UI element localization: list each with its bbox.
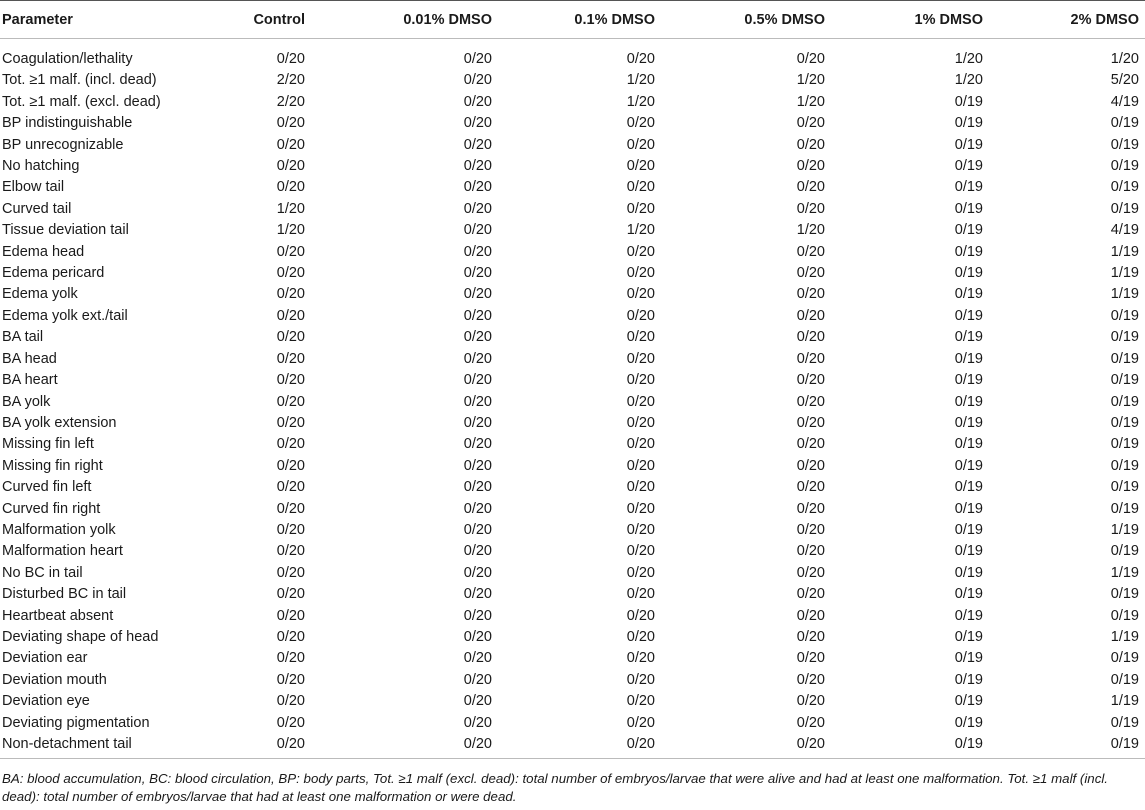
value-cell: 0/20 [626,414,655,431]
parameter-cell: Elbow tail [2,179,65,196]
value-cell: 0/20 [276,714,305,731]
value-cell: 0/20 [276,436,305,453]
value-cell: 0/20 [276,286,305,303]
value-cell: 0/20 [463,372,492,389]
value-cell: 0/20 [276,586,305,603]
value-cell: 0/20 [276,307,305,324]
value-cell: 0/20 [463,329,492,346]
header-dmso-2: 2% DMSO [989,1,1145,39]
value-cell: 0/19 [1110,414,1139,431]
value-cell: 2/20 [276,72,305,89]
table-row [0,392,1145,413]
value-cell: 0/20 [626,436,655,453]
value-cell: 0/19 [1110,200,1139,217]
value-cell: 0/19 [954,457,983,474]
value-cell: 0/19 [1110,307,1139,324]
value-cell: 1/19 [1110,693,1139,710]
value-cell: 1/20 [796,222,825,239]
parameter-cell: Missing fin right [2,457,103,474]
parameter-cell: Tot. ≥1 malf. (incl. dead) [2,72,157,89]
value-cell: 0/19 [954,222,983,239]
header-dmso-0-5: 0.5% DMSO [661,1,831,39]
value-cell: 0/20 [796,436,825,453]
value-cell: 1/20 [954,72,983,89]
value-cell: 0/20 [463,136,492,153]
parameter-cell: BA head [2,350,57,367]
value-cell: 0/20 [276,521,305,538]
parameter-cell: Edema head [2,243,85,260]
value-cell: 0/20 [463,243,492,260]
table-row [0,499,1145,520]
parameter-cell: Edema yolk ext./tail [2,307,128,324]
value-cell: 1/19 [1110,521,1139,538]
value-cell: 0/20 [463,521,492,538]
table-row [0,520,1145,541]
value-cell: 0/20 [463,500,492,517]
value-cell: 0/20 [796,136,825,153]
value-cell: 0/20 [626,51,655,67]
value-cell: 0/19 [1110,457,1139,474]
header-parameter: Parameter [0,1,245,39]
value-cell: 0/20 [463,693,492,710]
value-cell: 0/20 [626,607,655,624]
value-cell: 0/20 [796,714,825,731]
value-cell: 0/20 [626,307,655,324]
value-cell: 0/20 [796,200,825,217]
value-cell: 0/19 [1110,586,1139,603]
table-row [0,434,1145,455]
value-cell: 0/19 [954,200,983,217]
table-row [0,648,1145,669]
parameter-cell: Deviation ear [2,650,88,667]
value-cell: 0/20 [796,414,825,431]
value-cell: 0/20 [276,158,305,175]
value-cell: 1/20 [276,200,305,217]
value-cell: 0/20 [463,72,492,89]
value-cell: 0/20 [796,243,825,260]
value-cell: 1/19 [1110,286,1139,303]
value-cell: 0/20 [626,350,655,367]
value-cell: 0/19 [954,671,983,688]
value-cell: 0/20 [796,115,825,132]
parameter-cell: Deviating pigmentation [2,714,150,731]
value-cell: 0/20 [626,372,655,389]
value-cell: 0/20 [796,543,825,560]
value-cell: 0/20 [463,650,492,667]
value-cell: 0/19 [831,734,989,759]
value-cell: 0/20 [796,586,825,603]
value-cell: 0/19 [954,115,983,132]
value-cell: 0/20 [626,586,655,603]
value-cell: 0/20 [276,329,305,346]
value-cell: 0/20 [463,479,492,496]
value-cell: 1/19 [1110,564,1139,581]
parameter-cell: Edema yolk [2,286,78,303]
parameter-cell: Heartbeat absent [2,607,114,624]
header-dmso-1: 1% DMSO [831,1,989,39]
value-cell: 0/20 [626,158,655,175]
value-cell: 0/20 [276,693,305,710]
parameter-cell: Deviating shape of head [2,628,159,645]
value-cell: 0/20 [463,93,492,110]
value-cell: 0/19 [1110,329,1139,346]
value-cell: 0/20 [276,372,305,389]
value-cell: 1/20 [626,222,655,239]
table-body [0,39,1145,759]
value-cell: 4/19 [1110,93,1139,110]
parameter-cell: BP unrecognizable [2,136,124,153]
table-row [0,456,1145,477]
value-cell: 2/20 [276,93,305,110]
value-cell: 0/20 [276,136,305,153]
table-row [0,606,1145,627]
parameter-cell: Missing fin left [2,436,94,453]
value-cell: 0/19 [954,136,983,153]
value-cell: 0/20 [463,350,492,367]
value-cell: 0/20 [796,479,825,496]
value-cell: 0/20 [626,200,655,217]
value-cell: 1/19 [1110,265,1139,282]
value-cell: 0/20 [276,650,305,667]
value-cell: 0/20 [796,500,825,517]
parameter-cell: Tissue deviation tail [2,222,129,239]
value-cell: 0/20 [626,393,655,410]
value-cell: 0/19 [1110,393,1139,410]
table-row [0,691,1145,712]
table-row [0,713,1145,734]
table-row [0,70,1145,91]
value-cell: 0/19 [1110,436,1139,453]
value-cell: 1/20 [626,93,655,110]
parameter-cell: Curved tail [2,200,72,217]
value-cell: 0/20 [463,586,492,603]
parameter-cell: Malformation yolk [2,521,116,538]
value-cell: 0/20 [276,350,305,367]
table-row [0,156,1145,177]
value-cell: 0/19 [1110,714,1139,731]
table-row [0,263,1145,284]
value-cell: 0/19 [954,479,983,496]
table-row [0,39,1145,71]
value-cell: 0/20 [305,734,498,759]
value-cell: 0/20 [796,693,825,710]
value-cell: 0/19 [954,436,983,453]
value-cell: 0/19 [954,500,983,517]
value-cell: 0/20 [796,607,825,624]
value-cell: 0/19 [954,564,983,581]
parameter-cell: BA yolk extension [2,414,117,431]
value-cell: 0/20 [661,734,831,759]
value-cell: 1/20 [276,222,305,239]
value-cell: 0/20 [626,500,655,517]
value-cell: 0/20 [626,265,655,282]
value-cell: 0/20 [796,521,825,538]
value-cell: 0/20 [463,307,492,324]
value-cell: 0/20 [276,479,305,496]
value-cell: 0/20 [276,179,305,196]
value-cell: 5/20 [1110,72,1139,89]
value-cell: 0/20 [276,671,305,688]
value-cell: 0/20 [796,372,825,389]
parameter-cell: Deviation eye [2,693,90,710]
value-cell: 0/20 [276,457,305,474]
value-cell: 0/19 [1110,158,1139,175]
header-control: Control [245,1,305,39]
value-cell: 0/19 [1110,136,1139,153]
value-cell: 0/20 [276,543,305,560]
value-cell: 0/20 [463,286,492,303]
table-row [0,284,1145,305]
table-row [0,563,1145,584]
value-cell: 0/20 [626,543,655,560]
value-cell: 0/20 [276,607,305,624]
table-row [0,135,1145,156]
value-cell: 1/20 [954,51,983,67]
value-cell: 0/19 [954,350,983,367]
value-cell: 4/19 [1110,222,1139,239]
value-cell: 0/19 [954,586,983,603]
value-cell: 0/20 [626,521,655,538]
value-cell: 0/20 [463,628,492,645]
value-cell: 0/19 [954,307,983,324]
value-cell: 0/19 [989,734,1145,759]
value-cell: 0/20 [463,179,492,196]
table-row [0,584,1145,605]
parameter-cell: Coagulation/lethality [2,51,133,67]
value-cell: 0/20 [796,628,825,645]
value-cell: 0/19 [954,265,983,282]
parameter-cell: Curved fin right [2,500,101,517]
value-cell: 0/19 [954,93,983,110]
table-row [0,627,1145,648]
value-cell: 0/20 [796,179,825,196]
header-dmso-0-1: 0.1% DMSO [498,1,661,39]
value-cell: 0/20 [626,628,655,645]
value-cell: 0/20 [463,200,492,217]
value-cell: 0/19 [1110,500,1139,517]
table-row [0,177,1145,198]
value-cell: 0/19 [954,650,983,667]
value-cell: 0/20 [276,115,305,132]
table-row [0,734,1145,759]
value-cell: 0/20 [463,265,492,282]
value-cell: 0/20 [626,457,655,474]
value-cell: 0/20 [498,734,661,759]
value-cell: 0/20 [276,500,305,517]
value-cell: 0/20 [796,564,825,581]
value-cell: 0/20 [463,51,492,67]
value-cell: 1/19 [1110,628,1139,645]
value-cell: 0/20 [463,714,492,731]
value-cell: 0/20 [796,393,825,410]
table-row [0,327,1145,348]
parameter-cell: Edema pericard [2,265,105,282]
value-cell: 0/20 [796,671,825,688]
parameter-cell: BA yolk [2,393,51,410]
value-cell: 0/19 [954,693,983,710]
table-row [0,541,1145,562]
value-cell: 0/20 [626,243,655,260]
value-cell: 0/20 [796,307,825,324]
value-cell: 0/20 [463,158,492,175]
value-cell: 0/20 [796,457,825,474]
parameter-cell: BA heart [2,372,58,389]
value-cell: 0/19 [1110,350,1139,367]
table-row [0,349,1145,370]
value-cell: 0/20 [463,457,492,474]
header-row [0,1,1145,39]
value-cell: 0/20 [796,329,825,346]
value-cell: 0/20 [626,671,655,688]
value-cell: 0/20 [626,564,655,581]
value-cell: 0/19 [954,521,983,538]
parameter-cell: Non-detachment tail [0,734,245,759]
value-cell: 0/20 [276,414,305,431]
value-cell: 0/20 [463,393,492,410]
value-cell: 0/20 [245,734,305,759]
value-cell: 0/20 [463,115,492,132]
value-cell: 0/19 [954,179,983,196]
value-cell: 0/20 [626,479,655,496]
value-cell: 0/20 [796,650,825,667]
value-cell: 0/19 [954,158,983,175]
value-cell: 0/20 [626,329,655,346]
value-cell: 0/20 [276,265,305,282]
value-cell: 0/20 [796,51,825,67]
value-cell: 0/20 [276,393,305,410]
parameter-cell: Tot. ≥1 malf. (excl. dead) [2,93,161,110]
value-cell: 0/19 [1110,479,1139,496]
value-cell: 1/20 [796,93,825,110]
parameter-cell: BA tail [2,329,44,346]
value-cell: 0/20 [463,222,492,239]
table-footnote: BA: blood accumulation, BC: blood circulation, BP: body parts, Tot. ≥1 malf (excl. dead): total number of embryos/larvae that were alive and had at least one malformation. Tot. ≥1 malf (incl. dead): total number of embryos/larvae that had at least one malformation or were dead. [2,771,1108,804]
value-cell: 1/20 [626,72,655,89]
value-cell: 0/19 [1110,179,1139,196]
table-row [0,670,1145,691]
value-cell: 0/20 [463,414,492,431]
value-cell: 0/20 [626,136,655,153]
value-cell: 0/20 [626,179,655,196]
value-cell: 0/19 [954,414,983,431]
header-dmso-0-01: 0.01% DMSO [305,1,498,39]
parameter-cell: No BC in tail [2,564,83,581]
value-cell: 0/19 [1110,671,1139,688]
value-cell: 0/19 [954,543,983,560]
table-row [0,477,1145,498]
table-row [0,220,1145,241]
value-cell: 0/19 [1110,543,1139,560]
value-cell: 0/20 [626,650,655,667]
table-row [0,113,1145,134]
value-cell: 0/19 [954,329,983,346]
value-cell: 0/19 [1110,372,1139,389]
value-cell: 0/20 [276,51,305,67]
value-cell: 0/19 [954,286,983,303]
value-cell: 0/20 [463,436,492,453]
value-cell: 0/20 [276,628,305,645]
value-cell: 1/20 [1110,51,1139,67]
value-cell: 0/20 [796,286,825,303]
table-row [0,92,1145,113]
value-cell: 0/20 [626,714,655,731]
parameter-cell: Malformation heart [2,543,123,560]
value-cell: 0/20 [796,265,825,282]
value-cell: 0/19 [1110,607,1139,624]
value-cell: 0/20 [626,115,655,132]
parameter-cell: BP indistinguishable [2,115,133,132]
value-cell: 0/19 [954,714,983,731]
table-row [0,306,1145,327]
value-cell: 0/19 [954,372,983,389]
value-cell: 0/20 [276,564,305,581]
value-cell: 0/20 [463,543,492,560]
table-row [0,242,1145,263]
value-cell: 0/20 [626,286,655,303]
parameter-cell: Curved fin left [2,479,92,496]
value-cell: 1/19 [1110,243,1139,260]
table-row [0,413,1145,434]
value-cell: 0/19 [954,243,983,260]
value-cell: 0/20 [463,671,492,688]
value-cell: 0/19 [954,393,983,410]
value-cell: 0/20 [796,158,825,175]
value-cell: 0/20 [626,693,655,710]
value-cell: 0/20 [463,607,492,624]
table-row [0,199,1145,220]
value-cell: 0/19 [954,607,983,624]
value-cell: 1/20 [796,72,825,89]
value-cell: 0/19 [1110,650,1139,667]
parameter-cell: Disturbed BC in tail [2,586,127,603]
parameter-cell: No hatching [2,158,80,175]
value-cell: 0/20 [796,350,825,367]
value-cell: 0/20 [276,243,305,260]
value-cell: 0/20 [463,564,492,581]
value-cell: 0/19 [954,628,983,645]
table-row [0,370,1145,391]
value-cell: 0/19 [1110,115,1139,132]
parameter-cell: Deviation mouth [2,671,107,688]
